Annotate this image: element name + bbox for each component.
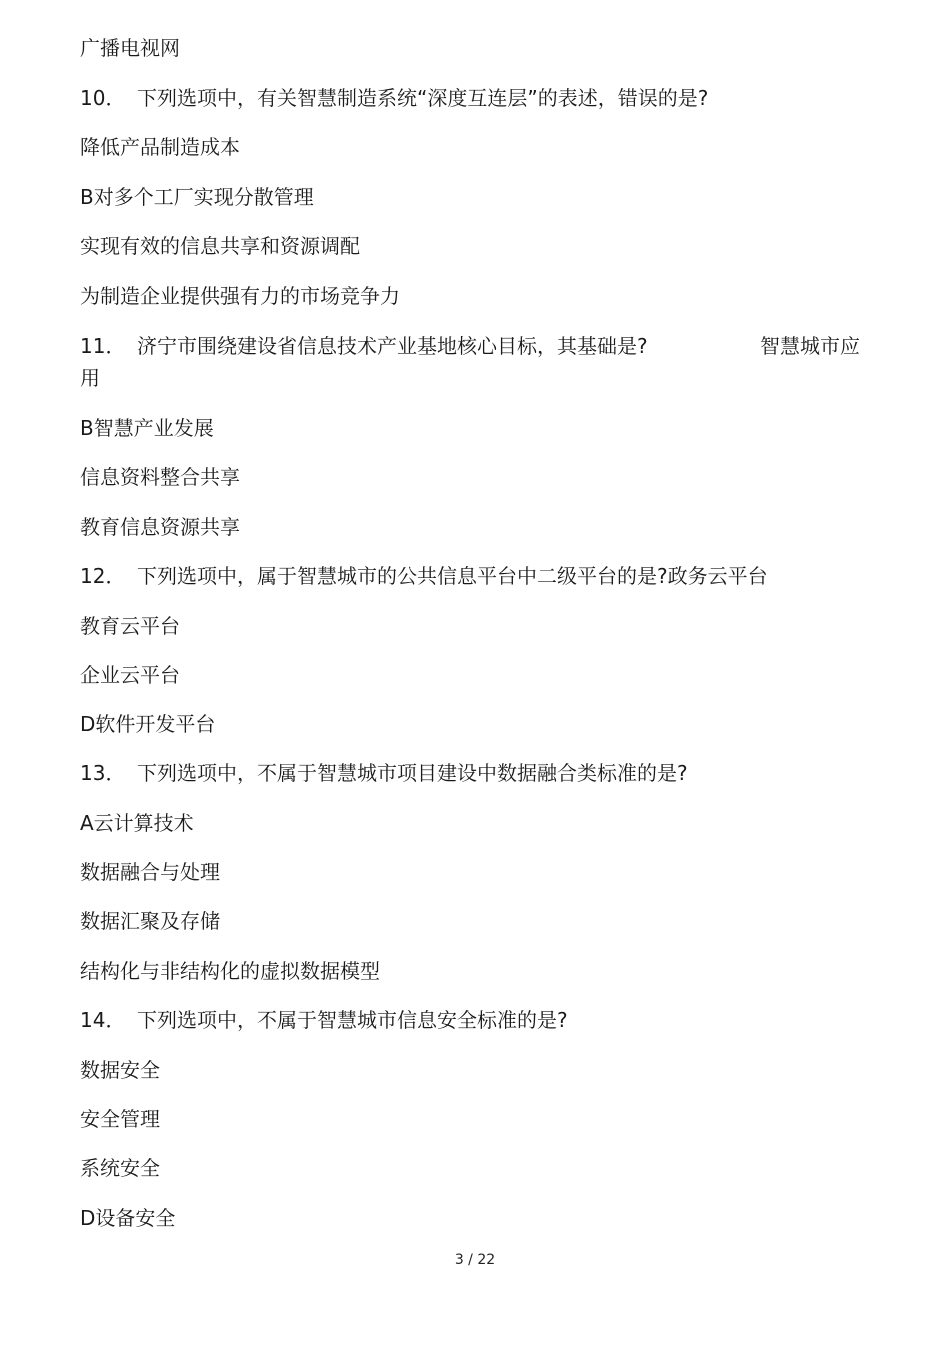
question-number: 13． xyxy=(80,761,126,785)
option-text: 数据安全 xyxy=(80,1058,160,1082)
option-text: 智慧城市应 xyxy=(760,334,860,358)
question-10 xyxy=(80,84,708,112)
option-text: 教育信息资源共享 xyxy=(80,515,240,539)
question-14 xyxy=(80,1006,568,1034)
question-number: 12． xyxy=(80,564,126,588)
option-text: 数据汇聚及存储 xyxy=(80,909,220,933)
option-text: B对多个工厂实现分散管理 xyxy=(80,185,314,209)
question-number: 10． xyxy=(80,86,126,110)
option-text: 信息资料整合共享 xyxy=(80,465,240,489)
option-text: 结构化与非结构化的虚拟数据模型 xyxy=(80,959,380,983)
option-text: D软件开发平台 xyxy=(80,712,216,736)
option-text: 广播电视网 xyxy=(80,36,180,60)
question-text: 下列选项中，不属于智慧城市项目建设中数据融合类标准的是? xyxy=(137,761,688,785)
page-indicator: 3 / 22 xyxy=(454,1252,496,1268)
question-number: 14． xyxy=(80,1008,126,1032)
question-13 xyxy=(80,759,688,787)
option-text: 教育云平台 xyxy=(80,614,180,638)
option-text: 企业云平台 xyxy=(80,663,180,687)
question-text: 下列选项中，属于智慧城市的公共信息平台中二级平台的是?政务云平台 xyxy=(137,564,768,588)
question-11 xyxy=(80,332,648,360)
option-text: A云计算技术 xyxy=(80,811,194,835)
option-text: 用 xyxy=(80,366,100,390)
option-text: 降低产品制造成本 xyxy=(80,135,240,159)
question-text: 下列选项中，有关智慧制造系统“深度互连层”的表述，错误的是? xyxy=(137,86,709,110)
option-text: B智慧产业发展 xyxy=(80,416,214,440)
option-text: 为制造企业提供强有力的市场竞争力 xyxy=(80,284,400,308)
question-12 xyxy=(80,562,768,590)
option-text: 实现有效的信息共享和资源调配 xyxy=(80,234,360,258)
question-text: 济宁市围绕建设省信息技术产业基地核心目标，其基础是? xyxy=(137,334,648,358)
option-text: 系统安全 xyxy=(80,1156,160,1180)
question-number: 11． xyxy=(80,334,126,358)
question-text: 下列选项中，不属于智慧城市信息安全标准的是? xyxy=(137,1008,568,1032)
option-text: D设备安全 xyxy=(80,1206,176,1230)
option-text: 安全管理 xyxy=(80,1107,160,1131)
option-text: 数据融合与处理 xyxy=(80,860,220,884)
